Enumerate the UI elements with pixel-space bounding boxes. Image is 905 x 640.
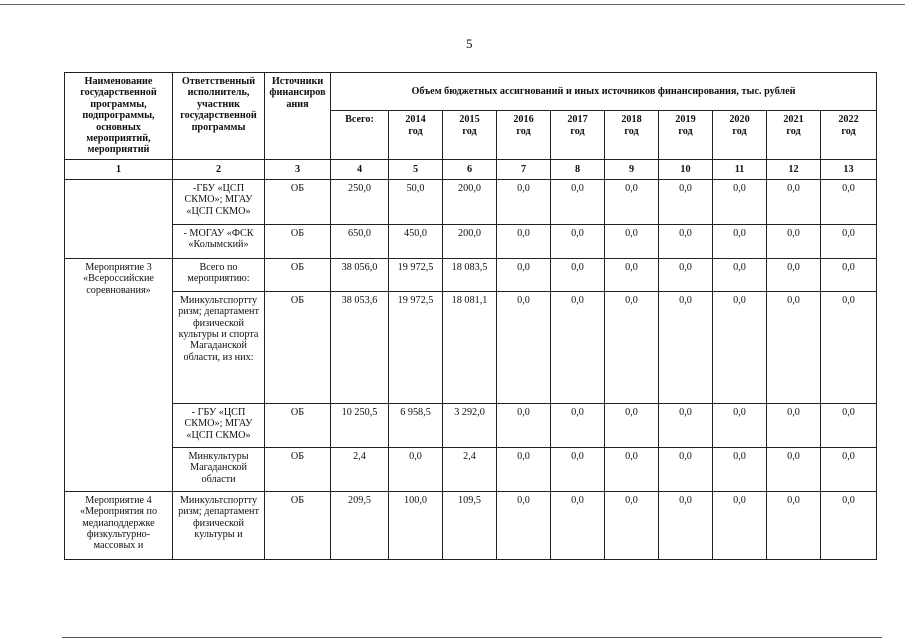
row-year-value: 0,0 <box>551 403 605 447</box>
row-year-value: 0,0 <box>713 258 767 291</box>
row-year-value: 50,0 <box>389 179 443 224</box>
row-year-value: 100,0 <box>389 491 443 559</box>
row-year-value: 0,0 <box>821 258 877 291</box>
row-year-value: 0,0 <box>713 224 767 258</box>
row-source: ОБ <box>265 258 331 291</box>
row-year-value: 0,0 <box>605 447 659 491</box>
row-source: ОБ <box>265 491 331 559</box>
column-number-cell: 12 <box>767 159 821 179</box>
row-year-value: 109,5 <box>443 491 497 559</box>
row-year-value: 0,0 <box>551 224 605 258</box>
column-number-cell: 4 <box>331 159 389 179</box>
row-year-value: 0,0 <box>767 447 821 491</box>
row-source: ОБ <box>265 224 331 258</box>
row-year-value: 0,0 <box>389 447 443 491</box>
row-source: ОБ <box>265 403 331 447</box>
page-number: 5 <box>466 36 473 51</box>
header-year: 2016 год <box>497 111 551 159</box>
row-year-value: 0,0 <box>767 491 821 559</box>
row-year-value: 200,0 <box>443 179 497 224</box>
header-year: 2014 год <box>389 111 443 159</box>
row-executor: -ГБУ «ЦСП СКМО»; МГАУ «ЦСП СКМО» <box>173 179 265 224</box>
row-year-value: 0,0 <box>713 403 767 447</box>
row-total-value: 38 053,6 <box>331 291 389 403</box>
column-number-cell: 10 <box>659 159 713 179</box>
row-year-value: 0,0 <box>605 403 659 447</box>
table-row <box>65 224 877 258</box>
row-total-value: 209,5 <box>331 491 389 559</box>
row-total-value: 2,4 <box>331 447 389 491</box>
row-year-value: 450,0 <box>389 224 443 258</box>
row-year-value: 0,0 <box>497 291 551 403</box>
header-year: 2017 год <box>551 111 605 159</box>
row-year-value: 0,0 <box>659 491 713 559</box>
row-year-value: 0,0 <box>659 258 713 291</box>
row-year-value: 0,0 <box>821 179 877 224</box>
row-total-value: 38 056,0 <box>331 258 389 291</box>
column-number-cell: 13 <box>821 159 877 179</box>
row-year-value: 0,0 <box>605 258 659 291</box>
row-executor: - ГБУ «ЦСП СКМО»; МГАУ «ЦСП СКМО» <box>173 403 265 447</box>
row-year-value: 3 292,0 <box>443 403 497 447</box>
row-year-value: 0,0 <box>605 291 659 403</box>
bottom-edge-rule <box>62 637 882 638</box>
column-number-cell: 11 <box>713 159 767 179</box>
row-year-value: 0,0 <box>497 224 551 258</box>
row-year-value: 0,0 <box>551 491 605 559</box>
table-row <box>65 491 877 559</box>
table-row <box>65 258 877 291</box>
row-year-value: 0,0 <box>497 258 551 291</box>
column-number-cell: 8 <box>551 159 605 179</box>
column-number-row <box>65 159 877 179</box>
row-executor: Минкультспортту ризм; департамент физической культуры и спорта Магаданской области, из них: <box>173 291 265 403</box>
row-year-value: 0,0 <box>605 224 659 258</box>
row-year-value: 18 083,5 <box>443 258 497 291</box>
row-year-value: 0,0 <box>713 291 767 403</box>
row-year-value: 0,0 <box>551 291 605 403</box>
row-year-value: 0,0 <box>659 179 713 224</box>
row-source: ОБ <box>265 291 331 403</box>
column-number-cell: 1 <box>65 159 173 179</box>
row-year-value: 6 958,5 <box>389 403 443 447</box>
row-year-value: 0,0 <box>767 403 821 447</box>
row-year-value: 0,0 <box>821 447 877 491</box>
row-year-value: 18 081,1 <box>443 291 497 403</box>
row-year-value: 0,0 <box>767 291 821 403</box>
header-year: 2022 год <box>821 111 877 159</box>
header-executor: Ответственный исполнитель, участник государственной программы <box>173 73 265 160</box>
row-total-value: 10 250,5 <box>331 403 389 447</box>
row-executor: Всего по мероприятию: <box>173 258 265 291</box>
header-year: 2021 год <box>767 111 821 159</box>
row-year-value: 0,0 <box>767 258 821 291</box>
row-year-value: 0,0 <box>821 291 877 403</box>
table-row <box>65 403 877 447</box>
header-total: Всего: <box>331 111 389 159</box>
header-budget-group: Объем бюджетных ассигнований и иных источников финансирования, тыс. рублей <box>331 73 877 111</box>
row-year-value: 0,0 <box>659 224 713 258</box>
header-year: 2019 год <box>659 111 713 159</box>
row-program-name: Мероприятие 4 «Мероприятия по медиаподдержке физкультурно-массовых и <box>65 491 173 559</box>
row-program-name <box>65 179 173 258</box>
row-source: ОБ <box>265 447 331 491</box>
row-year-value: 19 972,5 <box>389 291 443 403</box>
row-program-name: Мероприятие 3 «Всероссийские соревнования» <box>65 258 173 491</box>
row-year-value: 0,0 <box>551 179 605 224</box>
column-number-cell: 5 <box>389 159 443 179</box>
row-year-value: 19 972,5 <box>389 258 443 291</box>
row-year-value: 0,0 <box>497 179 551 224</box>
row-total-value: 650,0 <box>331 224 389 258</box>
row-year-value: 0,0 <box>497 403 551 447</box>
header-year: 2020 год <box>713 111 767 159</box>
row-year-value: 0,0 <box>497 491 551 559</box>
row-year-value: 0,0 <box>821 403 877 447</box>
row-year-value: 200,0 <box>443 224 497 258</box>
table-row <box>65 291 877 403</box>
row-year-value: 0,0 <box>821 224 877 258</box>
row-year-value: 0,0 <box>551 258 605 291</box>
row-year-value: 0,0 <box>767 179 821 224</box>
row-year-value: 0,0 <box>821 491 877 559</box>
row-total-value: 250,0 <box>331 179 389 224</box>
row-year-value: 0,0 <box>713 179 767 224</box>
column-number-cell: 7 <box>497 159 551 179</box>
row-executor: Минкультспортту ризм; департамент физической культуры и <box>173 491 265 559</box>
row-year-value: 0,0 <box>713 491 767 559</box>
column-number-cell: 3 <box>265 159 331 179</box>
column-number-cell: 9 <box>605 159 659 179</box>
top-edge-rule <box>0 4 905 5</box>
row-year-value: 0,0 <box>605 179 659 224</box>
row-year-value: 0,0 <box>713 447 767 491</box>
row-year-value: 0,0 <box>551 447 605 491</box>
row-year-value: 0,0 <box>497 447 551 491</box>
row-source: ОБ <box>265 179 331 224</box>
header-year: 2015 год <box>443 111 497 159</box>
header-year: 2018 год <box>605 111 659 159</box>
table-row <box>65 447 877 491</box>
row-year-value: 0,0 <box>605 491 659 559</box>
budget-table <box>64 72 877 560</box>
row-year-value: 0,0 <box>659 403 713 447</box>
row-year-value: 0,0 <box>767 224 821 258</box>
row-executor: - МОГАУ «ФСК «Колымский» <box>173 224 265 258</box>
row-year-value: 0,0 <box>659 291 713 403</box>
header-program-name: Наименование государственной программы, подпрограммы, основных мероприятий, мероприятий <box>65 73 173 160</box>
column-number-cell: 6 <box>443 159 497 179</box>
row-year-value: 2,4 <box>443 447 497 491</box>
row-year-value: 0,0 <box>659 447 713 491</box>
row-executor: Минкультуры Магаданской области <box>173 447 265 491</box>
header-funding-source: Источники финансиров ания <box>265 73 331 160</box>
table-row <box>65 179 877 224</box>
column-number-cell: 2 <box>173 159 265 179</box>
